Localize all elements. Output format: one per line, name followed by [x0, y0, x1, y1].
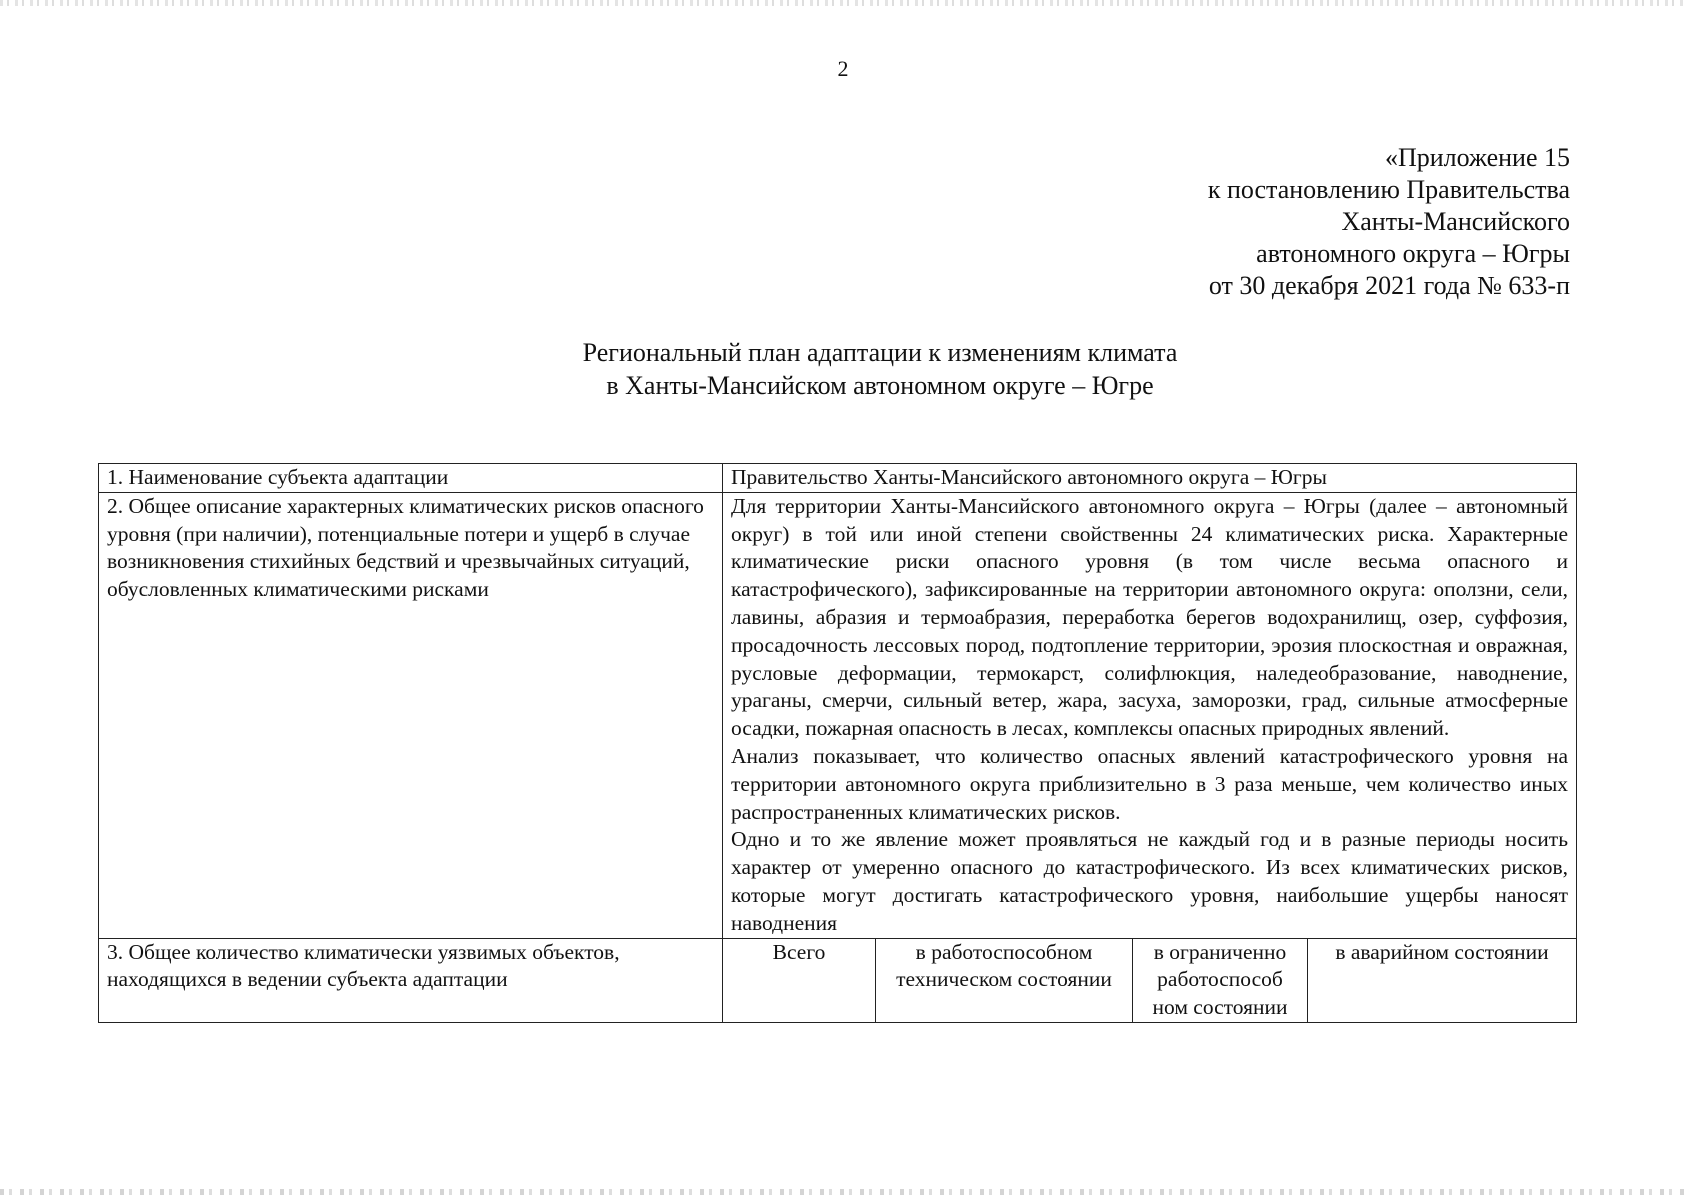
- appendix-line: Ханты-Мансийского: [1341, 207, 1570, 236]
- appendix-reference: [1208, 142, 1570, 302]
- page-number: 2: [837, 56, 849, 81]
- document-title-line: в Ханты-Мансийском автономном округе – Югре: [606, 371, 1154, 400]
- column-header-limited: в ограниченно работоспособ ном состоянии: [1133, 938, 1308, 1022]
- scan-edge-top: [0, 0, 1686, 6]
- appendix-line: от 30 декабря 2021 года № 633-п: [1208, 271, 1570, 300]
- table-cell-label: 1. Наименование субъекта адаптации: [99, 464, 723, 493]
- column-header-emergency: в аварийном состоянии: [1308, 938, 1577, 1022]
- appendix-line: к постановлению Правительства: [1207, 175, 1570, 204]
- table-cell-description: [723, 492, 1577, 938]
- table-cell-label: 2. Общее описание характерных климатических рисков опасного уровня (при наличии), потенциальные потери и ущерб в случае возникновения стихийных бедствий и чрезвычайных ситуаций, обусловленных климатическими рисками: [99, 492, 723, 938]
- document-title: [0, 336, 1686, 402]
- column-header-total: Всего: [723, 938, 876, 1022]
- description-paragraph: Одно и то же явление может проявляться не каждый год и в разные периоды носить характер от умеренно опасного до катастрофического. Из всех климатических рисков, которые могут достигать катастрофического уровня, наибольшие ущербы наносят наводнения: [731, 827, 1569, 935]
- table-cell-label: 3. Общее количество климатически уязвимых объектов, находящихся в ведении субъекта адаптации: [99, 938, 723, 1022]
- plan-table: [98, 463, 1577, 1023]
- column-header-operational: в работоспособном техническом состоянии: [876, 938, 1133, 1022]
- document-title-line: Региональный план адаптации к изменениям климата: [582, 338, 1178, 367]
- description-paragraph: Для территории Ханты-Мансийского автономного округа – Югры (далее – автономный округ) в той или иной степени свойственны 24 климатических риска. Характерные климатические риски опасного уровня (в том числе весьма опасного и катастрофического), зафиксированные на территории автономного округа: оползни, сели, лавины, абразия и термоабразия, переработка берегов водохранилищ, озер, суффозия, просадочность лессовых пород, подтопление территории, эрозия плоскостная и овражная, русловые деформации, термокарст, солифлюкция, наледеобразование, наводнение, ураганы, смерчи, сильный ветер, жара, засуха, заморозки, град, сильные атмосферные осадки, пожарная опасность в лесах, комплексы опасных природных явлений.: [731, 493, 1569, 741]
- table-row: [99, 492, 1577, 938]
- appendix-line: автономного округа – Югры: [1256, 239, 1570, 268]
- scan-edge-bottom: [0, 1189, 1686, 1195]
- description-paragraph: Анализ показывает, что количество опасных явлений катастрофического уровня на территории автономного округа приблизительно в 3 раза меньше, чем количество иных распространенных климатических рисков.: [731, 743, 1569, 824]
- table-cell-value: Правительство Ханты-Мансийского автономного округа – Югры: [723, 464, 1577, 493]
- table-row: [99, 938, 1577, 1022]
- appendix-line: «Приложение 15: [1384, 143, 1570, 172]
- table-row: [99, 464, 1577, 493]
